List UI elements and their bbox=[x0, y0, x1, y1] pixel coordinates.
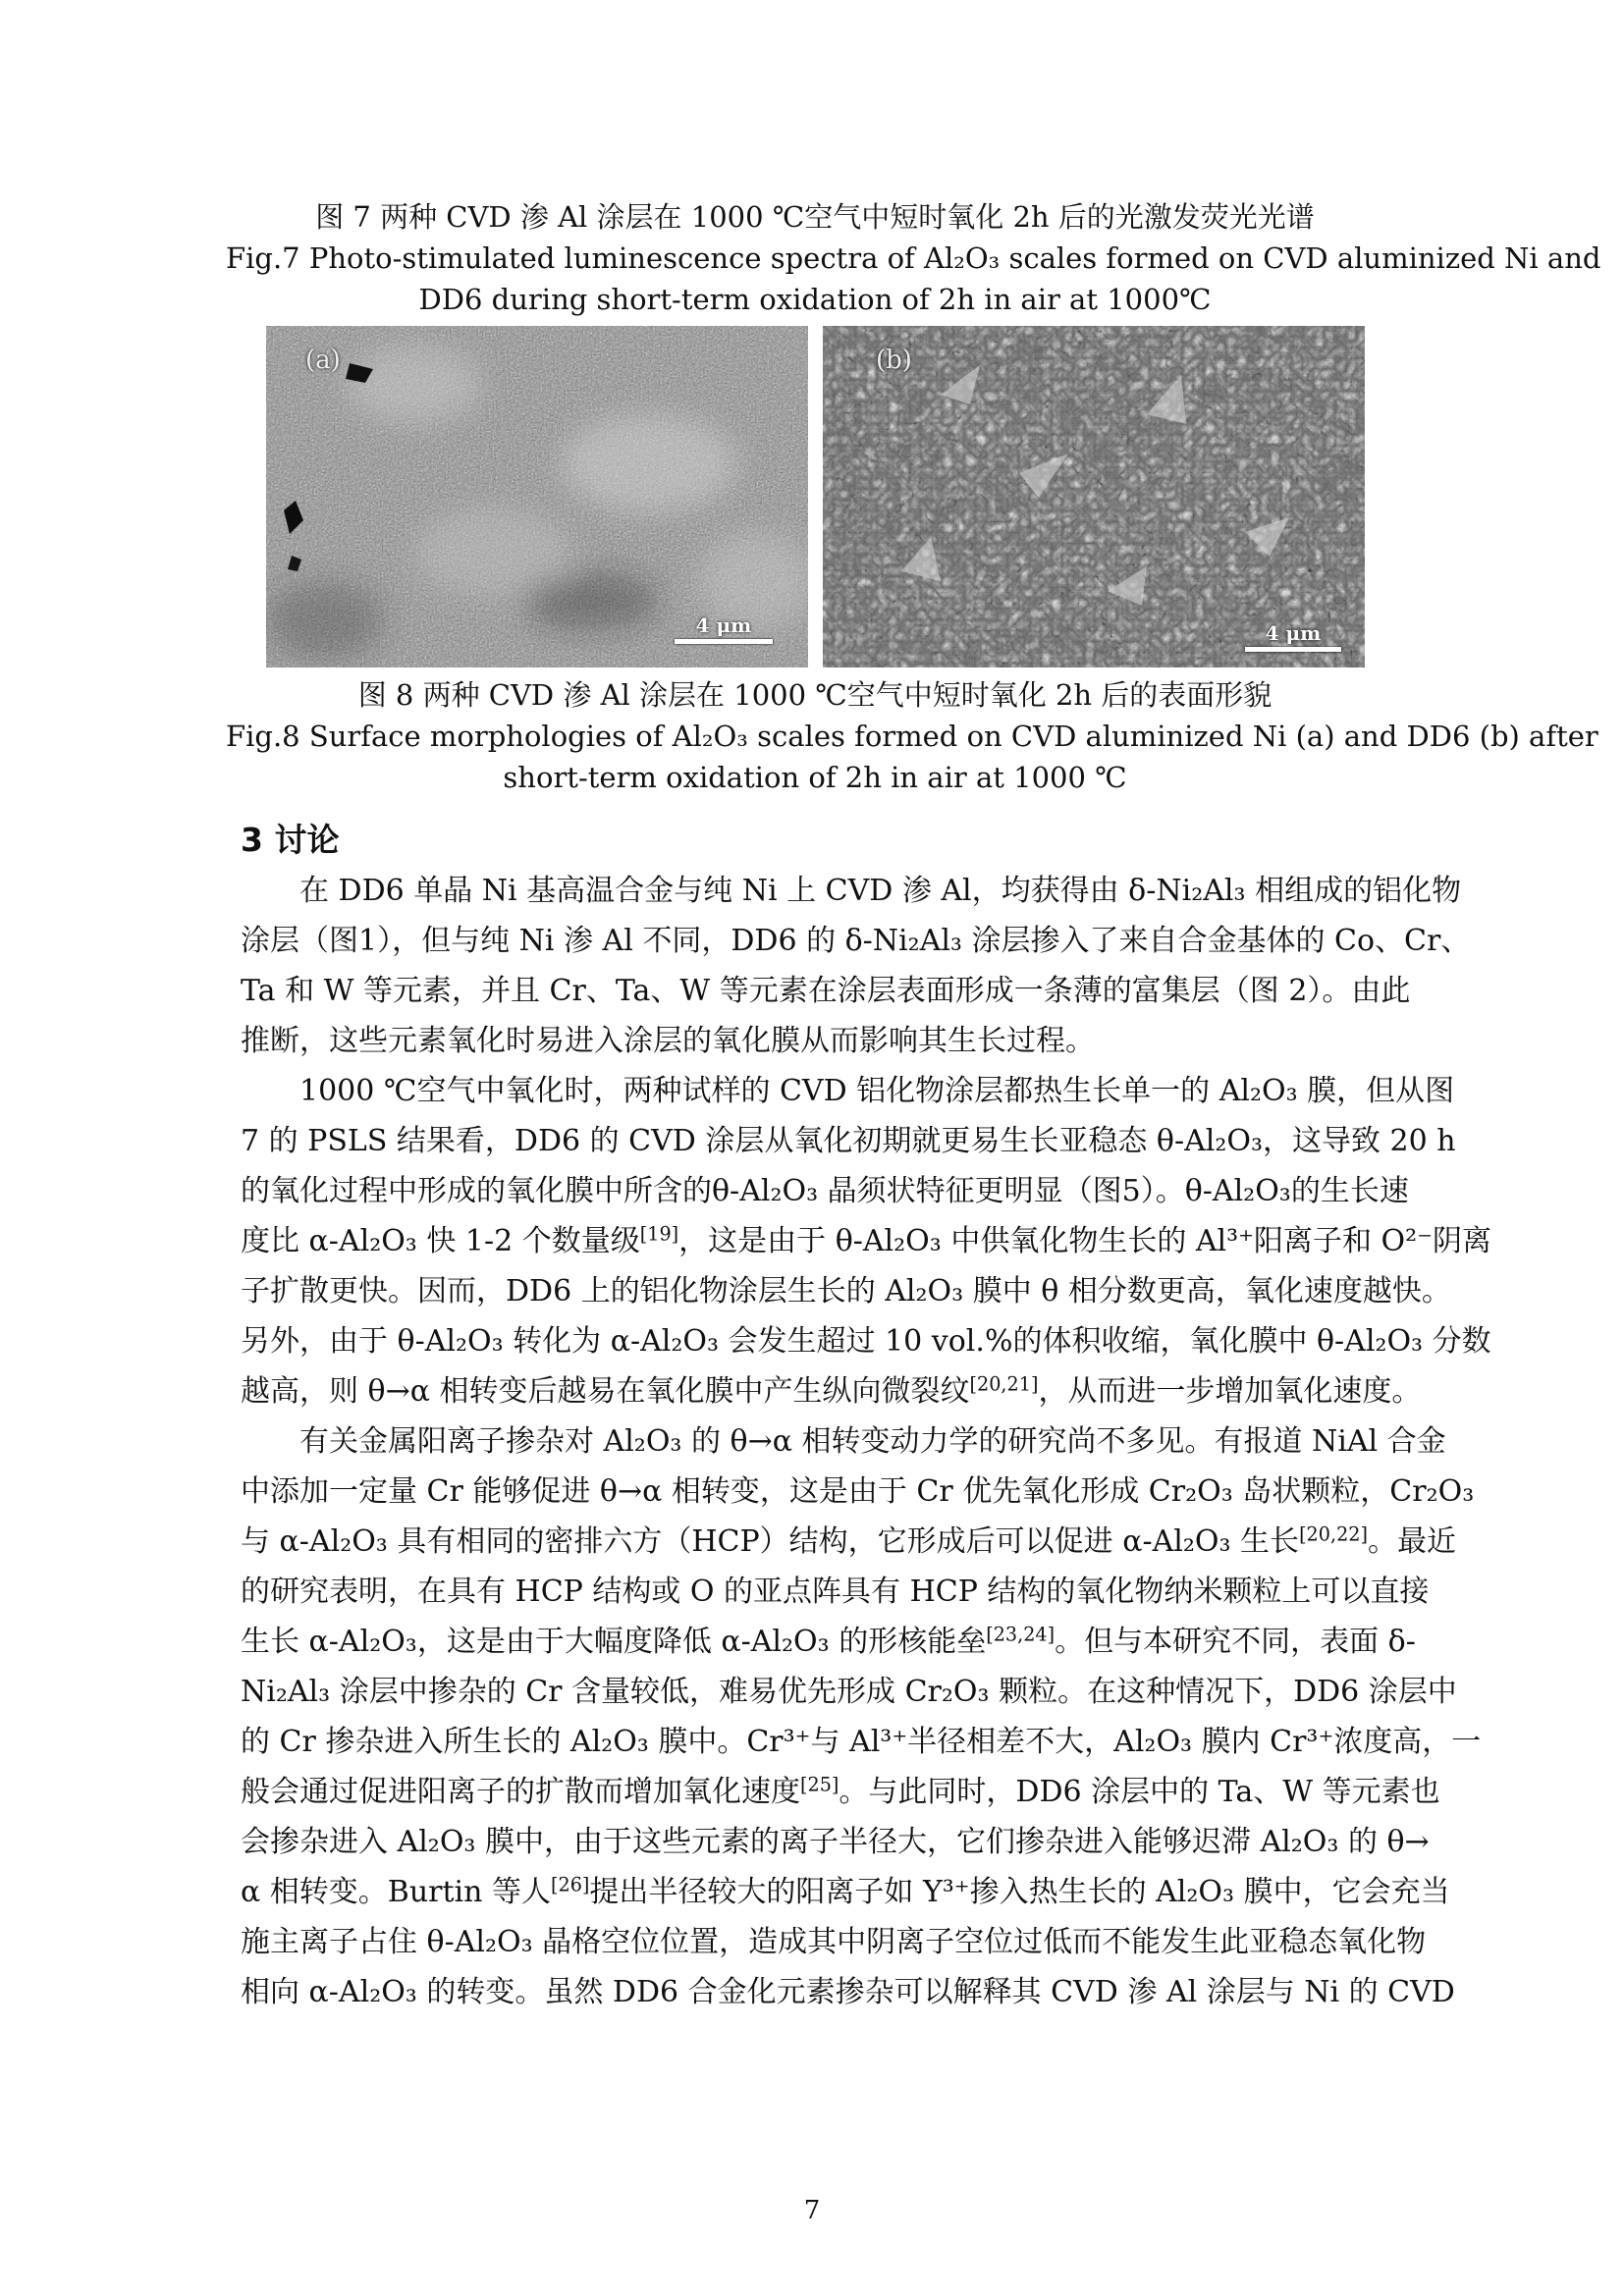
body-line: 会掺杂进入 Al₂O₃ 膜中，由于这些元素的离子半径大，它们掺杂进入能够迟滞 Al₂O₃ 的 θ→ bbox=[241, 1825, 1430, 1859]
body-line: 的研究表明，在具有 HCP 结构或 O 的亚点阵具有 HCP 结构的氧化物纳米颗粒上可以直接 bbox=[241, 1575, 1430, 1609]
body-line: 般会通过促进阳离子的扩散而增加氧化速度[25]。与此同时，DD6 涂层中的 Ta、W 等元素也 bbox=[241, 1773, 1440, 1809]
body-line: 推断，这些元素氧化时易进入涂层的氧化膜从而影响其生长过程。 bbox=[241, 1024, 1095, 1058]
body-line: Ni₂Al₃ 涂层中掺杂的 Cr 含量较低，难易优先形成 Cr₂O₃ 颗粒。在这种情况下，DD6 涂层中 bbox=[241, 1675, 1457, 1709]
body-line: 在 DD6 单晶 Ni 基高温合金与纯 Ni 上 CVD 渗 Al，均获得由 δ-Ni₂Al₃ 相组成的铝化物 bbox=[299, 874, 1462, 908]
body-line: 的氧化过程中形成的氧化膜中所含的θ-Al₂O₃ 晶须状特征更明显（图5）。θ-Al₂O₃的生长速 bbox=[241, 1174, 1409, 1208]
body-line: 中添加一定量 Cr 能够促进 θ→α 相转变，这是由于 Cr 优先氧化形成 Cr₂O₃ 岛状颗粒，Cr₂O₃ bbox=[241, 1474, 1475, 1509]
panel-b-label: (b) bbox=[876, 346, 912, 375]
body-line: 的 Cr 掺杂进入所生长的 Al₂O₃ 膜中。Cr³⁺与 Al³⁺半径相差不大，Al₂O₃ 膜内 Cr³⁺浓度高，一 bbox=[241, 1725, 1482, 1759]
scale-bar-b bbox=[1245, 621, 1341, 652]
body-line: 越高，则 θ→α 相转变后越易在氧化膜中产生纵向微裂纹[20,21]，从而进一步增加氧化速度。 bbox=[241, 1372, 1422, 1409]
body-line: 涂层（图1），但与纯 Ni 渗 Al 不同，DD6 的 δ-Ni₂Al₃ 涂层掺入了来自合金基体的 Co、Cr、 bbox=[241, 924, 1471, 958]
body-line: Ta 和 W 等元素，并且 Cr、Ta、W 等元素在涂层表面形成一条薄的富集层（图 2）。由此 bbox=[241, 974, 1411, 1008]
sem-image-a bbox=[266, 326, 808, 667]
figure-8-caption-cn: 图 8 两种 CVD 渗 Al 涂层在 1000 ℃空气中短时氧化 2h 后的表面形貌 bbox=[357, 678, 1272, 712]
scale-bar-a-text: 4 μm bbox=[695, 614, 752, 637]
body-line: 1000 ℃空气中氧化时，两种试样的 CVD 铝化物涂层都热生长单一的 Al₂O₃ 膜，但从图 bbox=[299, 1074, 1455, 1108]
page-number: 7 bbox=[803, 2196, 821, 2225]
body-paragraph bbox=[241, 1066, 1491, 1416]
sem-texture-b bbox=[823, 326, 1365, 667]
citation: [20,22] bbox=[1299, 1522, 1368, 1546]
body-line: 另外，由于 θ-Al₂O₃ 转化为 α-Al₂O₃ 会发生超过 10 vol.%的体积收缩，氧化膜中 θ-Al₂O₃ 分数 bbox=[241, 1324, 1491, 1359]
figure-8-caption-en-line1: Fig.8 Surface morphologies of Al₂O₃ scales formed on CVD aluminized Ni (a) and DD6 (b) after bbox=[226, 720, 1598, 753]
panel-a-label: (a) bbox=[305, 346, 341, 375]
body-line: 施主离子占住 θ-Al₂O₃ 晶格空位位置，造成其中阴离子空位过低而不能发生此亚稳态氧化物 bbox=[241, 1925, 1427, 1959]
figure-7-caption-cn: 图 7 两种 CVD 渗 Al 涂层在 1000 ℃空气中短时氧化 2h 后的光激发荧光光谱 bbox=[315, 200, 1315, 234]
body-paragraph bbox=[241, 866, 1471, 1066]
body-paragraph bbox=[241, 1416, 1482, 2017]
citation: [26] bbox=[551, 1873, 590, 1896]
body-text bbox=[241, 866, 1491, 2017]
citation: [19] bbox=[639, 1222, 679, 1246]
figure-7-caption-en-line2: DD6 during short-term oxidation of 2h in air at 1000℃ bbox=[418, 283, 1212, 316]
figure-8-caption bbox=[226, 674, 1598, 798]
citation: [23,24] bbox=[986, 1623, 1056, 1646]
body-line: α 相转变。Burtin 等人[26]提出半径较大的阳离子如 Y³⁺掺入热生长的 Al₂O₃ 膜中，它会充当 bbox=[241, 1873, 1450, 1909]
scale-bar-a bbox=[675, 614, 773, 644]
body-line: 有关金属阳离子掺杂对 Al₂O₃ 的 θ→α 相转变动力学的研究尚不多见。有报道 NiAl 合金 bbox=[299, 1424, 1446, 1459]
figure-8-caption-en-line2: short-term oxidation of 2h in air at 1000 ℃ bbox=[503, 761, 1127, 794]
scale-bar-b-text: 4 μm bbox=[1265, 621, 1322, 645]
body-line: 与 α-Al₂O₃ 具有相同的密排六方（HCP）结构，它形成后可以促进 α-Al₂O₃ 生长[20,22]。最近 bbox=[241, 1522, 1456, 1559]
figure-7-caption-en-line1: Fig.7 Photo-stimulated luminescence spectra of Al₂O₃ scales formed on CVD aluminized Ni and bbox=[226, 241, 1601, 275]
sem-image-b bbox=[823, 326, 1365, 667]
citation: [20,21] bbox=[969, 1372, 1039, 1396]
body-line: 相向 α-Al₂O₃ 的转变。虽然 DD6 合金化元素掺杂可以解释其 CVD 渗 Al 涂层与 Ni 的 CVD bbox=[241, 1975, 1455, 2009]
citation: [25] bbox=[800, 1773, 839, 1796]
body-line: 生长 α-Al₂O₃，这是由于大幅度降低 α-Al₂O₃ 的形核能垒[23,24]。但与本研究不同，表面 δ- bbox=[241, 1623, 1416, 1659]
figure-7-caption bbox=[226, 196, 1601, 320]
scale-bar-a-line bbox=[675, 639, 773, 644]
scale-bar-b-line bbox=[1245, 647, 1341, 652]
body-line: 7 的 PSLS 结果看，DD6 的 CVD 涂层从氧化初期就更易生长亚稳态 θ-Al₂O₃，这导致 20 h bbox=[241, 1124, 1456, 1158]
section-heading: 3 讨论 bbox=[241, 821, 340, 859]
body-line: 子扩散更快。因而，DD6 上的铝化物涂层生长的 Al₂O₃ 膜中 θ 相分数更高，氧化速度越快。 bbox=[241, 1274, 1451, 1308]
body-line: 度比 α-Al₂O₃ 快 1-2 个数量级[19]，这是由于 θ-Al₂O₃ 中供氧化物生长的 Al³⁺阳离子和 O²⁻阴离 bbox=[241, 1222, 1491, 1258]
